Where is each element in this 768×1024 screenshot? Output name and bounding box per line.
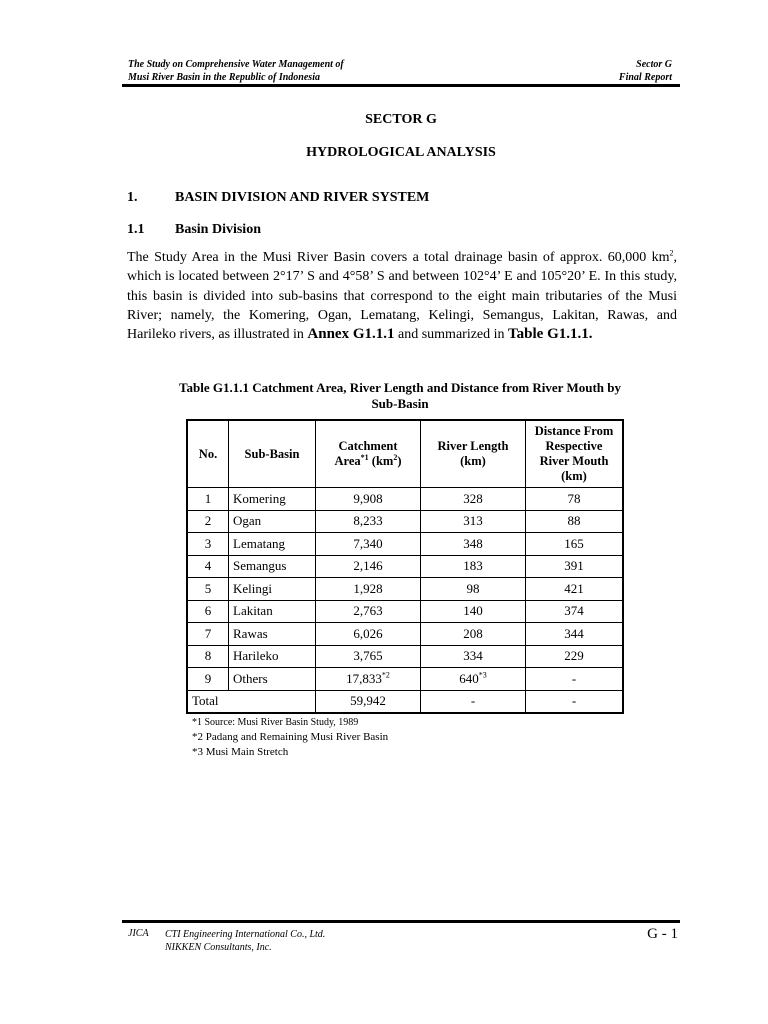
header-catchment-close: ) [397, 454, 402, 468]
table-row [187, 488, 623, 511]
cell-sub-basin-value: Lematang [233, 535, 285, 551]
header-sector-label: Sector G [636, 59, 672, 70]
cell-catchment-area [316, 600, 421, 623]
cell-sub-basin-value: Kelingi [233, 580, 272, 596]
cell-distance-value: 88 [567, 513, 581, 529]
cell-catchment-area [316, 533, 421, 556]
table-caption-line2: Sub-Basin [371, 396, 429, 411]
cell-catchment-area-value: 3,765 [353, 648, 383, 664]
header-catchment-unit-exponent: 2 [393, 452, 398, 462]
cell-distance-value: 374 [564, 603, 584, 619]
table-row [187, 645, 623, 668]
table-row [187, 668, 623, 691]
cell-distance-value: 229 [564, 648, 584, 664]
cell-catchment-area [316, 510, 421, 533]
cell-river-length [421, 600, 526, 623]
cell-no [187, 645, 229, 668]
cell-catchment-area-value: 2,763 [353, 603, 383, 619]
cell-river-length-value: 640 [459, 670, 479, 686]
header-catchment-area-word: Area [334, 454, 361, 468]
header-distance-river-mouth [526, 420, 624, 488]
table-row [187, 555, 623, 578]
header-study-title-line1: The Study on Comprehensive Water Management of [128, 59, 344, 70]
footer-rule [122, 920, 680, 923]
cell-river-length [421, 578, 526, 601]
header-distance-line1: Distance From [534, 424, 614, 438]
cell-river-length-value: 334 [463, 648, 483, 664]
table-row [187, 533, 623, 556]
cell-no [187, 623, 229, 646]
footer-company-1: CTI Engineering International Co., Ltd. [165, 929, 326, 940]
cell-catchment-area [316, 668, 421, 691]
cell-catchment-area-value: 1,928 [353, 580, 383, 596]
cell-no [187, 488, 229, 511]
cell-distance [526, 555, 624, 578]
km-squared-superscript: 2 [669, 248, 674, 258]
header-catchment-unit: (km [368, 454, 394, 468]
table-row [187, 623, 623, 646]
total-label: Total [187, 690, 316, 713]
cell-no-value: 5 [204, 580, 212, 596]
cell-river-length [421, 555, 526, 578]
total-river-length: - [421, 690, 526, 713]
cell-river-length-value: 98 [466, 580, 480, 596]
cell-distance [526, 623, 624, 646]
cell-sub-basin [229, 510, 316, 533]
page-number: G - 1 [647, 926, 678, 942]
cell-river-length [421, 510, 526, 533]
cell-distance-value: 78 [567, 490, 581, 506]
cell-catchment-area-value: 9,908 [353, 490, 383, 506]
table-reference: Table G1.1.1. [508, 326, 593, 343]
header-river-length-line2: (km) [460, 454, 486, 468]
header-distance-line2: Respective [545, 439, 603, 453]
cell-river-length-value: 328 [463, 490, 483, 506]
table-row [187, 578, 623, 601]
sub-basin-table [186, 419, 624, 714]
note-2: *2 Padang and Remaining Musi River Basin [192, 731, 389, 743]
cell-no-value: 3 [204, 535, 212, 551]
paragraph-text-1: The Study Area in the Musi River Basin covers a total drainage basin of approx. 60,000 km [127, 250, 670, 265]
cell-catchment-area-value: 2,146 [353, 558, 383, 574]
paragraph-text-2: , which is located between 2°17’ S and 4°58’ S and between 102°4’ E and 105°20’ E. In this study, this basin is divided into sub-basins that correspond to the eight main tributaries of the Musi River; namely, the Komering, Ogan, Lematang, Kelingi, Semangus, Lakitan, Rawas, and Harileko rivers, as illustrated in [127, 250, 677, 343]
document-subject-title: HYDROLOGICAL ANALYSIS [306, 145, 496, 160]
cell-distance [526, 645, 624, 668]
cell-catchment-area [316, 555, 421, 578]
table-row [187, 510, 623, 533]
cell-sub-basin [229, 578, 316, 601]
cell-distance [526, 510, 624, 533]
cell-sub-basin [229, 555, 316, 578]
header-river-length-line1: River Length [437, 439, 509, 453]
body-paragraph [127, 248, 677, 344]
cell-sub-basin-value: Harileko [233, 648, 279, 664]
cell-no-value: 7 [204, 625, 212, 641]
cell-no [187, 578, 229, 601]
cell-catchment-area [316, 645, 421, 668]
header-report-label: Final Report [618, 72, 672, 83]
cell-distance [526, 600, 624, 623]
cell-river-length-value: 208 [463, 625, 483, 641]
cell-distance [526, 488, 624, 511]
cell-sub-basin [229, 488, 316, 511]
header-distance-line3: River Mouth [539, 454, 609, 468]
header-study-title-line2: Musi River Basin in the Republic of Indonesia [128, 72, 320, 83]
cell-sub-basin-value: Semangus [233, 558, 287, 574]
cell-river-length [421, 645, 526, 668]
table-notes [192, 715, 388, 760]
cell-sub-basin-value: Rawas [233, 625, 268, 641]
cell-no-value: 4 [204, 558, 212, 574]
cell-distance [526, 533, 624, 556]
cell-no [187, 600, 229, 623]
table-header-row [187, 420, 623, 488]
cell-no [187, 533, 229, 556]
cell-river-length [421, 488, 526, 511]
section-heading: BASIN DIVISION AND RIVER SYSTEM [175, 190, 430, 205]
cell-sub-basin [229, 645, 316, 668]
cell-sub-basin [229, 668, 316, 691]
total-catchment-area: 59,942 [316, 690, 421, 713]
running-header-left [128, 58, 344, 84]
header-catchment-note-mark: *1 [360, 452, 369, 462]
cell-no-value: 9 [204, 670, 212, 686]
cell-distance-value: - [571, 670, 577, 686]
cell-catchment-area-value: 7,340 [353, 535, 383, 551]
cell-catchment-area-value: 6,026 [353, 625, 383, 641]
cell-river-length-value: 348 [463, 535, 483, 551]
cell-catchment-area [316, 623, 421, 646]
cell-sub-basin-value: Others [233, 670, 268, 686]
footer-consultants [165, 928, 325, 954]
cell-distance-value: 421 [564, 580, 584, 596]
cell-no-value: 1 [204, 490, 212, 506]
note-1: *1 Source: Musi River Basin Study, 1989 [192, 717, 359, 728]
cell-distance [526, 578, 624, 601]
cell-distance-value: 165 [564, 535, 584, 551]
cell-river-length [421, 533, 526, 556]
table-caption [140, 380, 660, 412]
table-row [187, 600, 623, 623]
cell-no [187, 555, 229, 578]
subsection-number: 1.1 [127, 222, 145, 237]
cell-catchment-area-value: 17,833 [346, 670, 382, 686]
cell-sub-basin-value: Ogan [233, 513, 262, 529]
cell-river-length [421, 623, 526, 646]
cell-river-length-value: 183 [463, 558, 483, 574]
header-rule [122, 84, 680, 87]
cell-distance [526, 668, 624, 691]
cell-river-length-value: 140 [463, 603, 483, 619]
cell-river-length-value: 313 [463, 513, 483, 529]
cell-sub-basin [229, 623, 316, 646]
header-sub-basin: Sub-Basin [229, 420, 316, 488]
cell-river-length [421, 668, 526, 691]
total-distance: - [526, 690, 624, 713]
cell-catchment-area-value: 8,233 [353, 513, 383, 529]
footer-jica: JICA [128, 928, 149, 939]
cell-no-value: 8 [204, 648, 212, 664]
cell-catchment-area [316, 488, 421, 511]
note-3: *3 Musi Main Stretch [192, 746, 289, 758]
header-no: No. [187, 420, 229, 488]
cell-no-value: 6 [204, 603, 212, 619]
cell-catchment-area-note-mark: *2 [381, 670, 390, 680]
cell-catchment-area [316, 578, 421, 601]
footer-company-2: NIKKEN Consultants, Inc. [165, 942, 272, 953]
header-distance-line4: (km) [561, 469, 587, 483]
section-number: 1. [127, 190, 138, 205]
paragraph-text-3: and summarized in [394, 327, 509, 343]
header-river-length [421, 420, 526, 488]
table-total-row [187, 690, 623, 713]
header-catchment-area [316, 420, 421, 488]
header-catchment-line1: Catchment [338, 439, 398, 453]
cell-no-value: 2 [204, 513, 212, 529]
annex-reference: Annex G1.1.1 [307, 326, 395, 343]
cell-distance-value: 344 [564, 625, 584, 641]
table-caption-line1: Table G1.1.1 Catchment Area, River Length and Distance from River Mouth by [179, 380, 621, 395]
cell-sub-basin-value: Lakitan [233, 603, 273, 619]
cell-river-length-note-mark: *3 [478, 670, 487, 680]
cell-sub-basin [229, 600, 316, 623]
cell-distance-value: 391 [564, 558, 584, 574]
cell-sub-basin [229, 533, 316, 556]
cell-no [187, 510, 229, 533]
running-header-right [619, 58, 672, 84]
table-body [187, 488, 623, 714]
cell-no [187, 668, 229, 691]
subsection-heading: Basin Division [175, 222, 261, 237]
cell-sub-basin-value: Komering [233, 490, 286, 506]
sector-title: SECTOR G [365, 112, 437, 127]
